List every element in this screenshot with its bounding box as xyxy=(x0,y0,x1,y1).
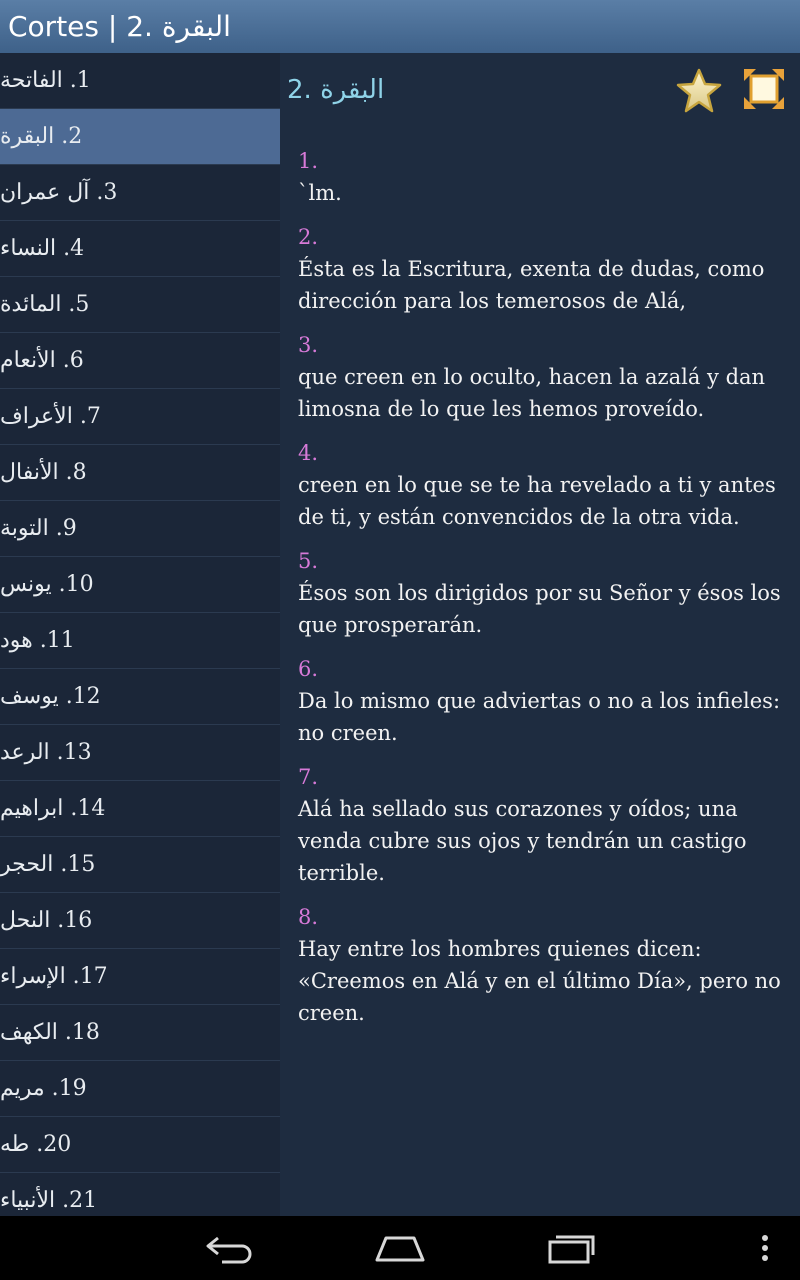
verse xyxy=(298,221,788,317)
recents-icon[interactable] xyxy=(546,1230,598,1266)
sura-list-item[interactable]: 11. هود xyxy=(0,613,280,669)
sura-list-item-selected[interactable]: 2. البقرة xyxy=(0,109,280,165)
sura-list-item[interactable]: 14. ابراهيم xyxy=(0,781,280,837)
verse xyxy=(298,901,788,1029)
sura-list-item[interactable]: 7. الأعراف xyxy=(0,389,280,445)
home-icon[interactable] xyxy=(374,1230,426,1266)
sura-list-item[interactable]: 3. آل عمران xyxy=(0,165,280,221)
sura-list-item[interactable]: 12. يوسف xyxy=(0,669,280,725)
verse-number: 4. xyxy=(298,441,319,465)
sura-list-item[interactable]: 18. الكهف xyxy=(0,1005,280,1061)
sura-list-item[interactable]: 21. الأنبياء xyxy=(0,1173,280,1216)
verse-number: 6. xyxy=(298,657,319,681)
verse-list[interactable] xyxy=(298,145,788,1041)
verse xyxy=(298,653,788,749)
verse-text: Hay entre los hombres quienes dicen: «Creemos en Alá y en el último Día», pero no creen. xyxy=(298,937,781,1025)
verse xyxy=(298,761,788,889)
verse-number: 2. xyxy=(298,225,319,249)
verse-number: 3. xyxy=(298,333,319,357)
sura-list-item[interactable]: 16. النحل xyxy=(0,893,280,949)
sura-list-item[interactable]: 10. يونس xyxy=(0,557,280,613)
verse-text: Da lo mismo que adviertas o no a los infieles: no creen. xyxy=(298,689,781,745)
verse-number: 7. xyxy=(298,765,319,789)
sura-list[interactable] xyxy=(0,53,280,1216)
overflow-menu-icon[interactable] xyxy=(756,1230,774,1266)
sura-list-item[interactable]: 5. المائدة xyxy=(0,277,280,333)
star-icon[interactable] xyxy=(676,68,722,114)
app-title-bar xyxy=(0,0,800,53)
sura-list-item[interactable]: 20. طه xyxy=(0,1117,280,1173)
sura-list-item[interactable]: 4. النساء xyxy=(0,221,280,277)
verse-number: 5. xyxy=(298,549,319,573)
back-icon[interactable] xyxy=(204,1230,256,1266)
sura-list-item[interactable]: 8. الأنفال xyxy=(0,445,280,501)
verse xyxy=(298,145,788,209)
sura-list-item[interactable]: 1. الفاتحة xyxy=(0,53,280,109)
verse xyxy=(298,329,788,425)
verse-text: creen en lo que se te ha revelado a ti y antes de ti, y están convencidos de la otra vida. xyxy=(298,473,776,529)
sura-list-item[interactable]: 9. التوبة xyxy=(0,501,280,557)
verse-text: que creen en lo oculto, hacen la azalá y dan limosna de lo que les hemos proveído. xyxy=(298,365,766,421)
sura-list-item[interactable]: 6. الأنعام xyxy=(0,333,280,389)
app-title: Cortes | 2. البقرة xyxy=(8,10,231,43)
sura-list-item[interactable]: 17. الإسراء xyxy=(0,949,280,1005)
fullscreen-icon[interactable] xyxy=(742,67,786,111)
verse-text: Alá ha sellado sus corazones y oídos; una venda cubre sus ojos y tendrán un castigo terrible. xyxy=(298,797,747,885)
sura-list-item[interactable]: 19. مريم xyxy=(0,1061,280,1117)
sura-list-item[interactable]: 13. الرعد xyxy=(0,725,280,781)
verse-number: 8. xyxy=(298,905,319,929)
verse-text: `lm. xyxy=(298,181,342,205)
verse xyxy=(298,437,788,533)
system-nav-bar xyxy=(0,1216,800,1280)
verse xyxy=(298,545,788,641)
verse-text: Ésos son los dirigidos por su Señor y ésos los que prosperarán. xyxy=(298,581,781,637)
sura-title: 2. البقرة xyxy=(287,75,385,105)
verse-text: Ésta es la Escritura, exenta de dudas, como dirección para los temerosos de Alá, xyxy=(298,257,765,313)
sura-list-item[interactable]: 15. الحجر xyxy=(0,837,280,893)
verse-number: 1. xyxy=(298,149,319,173)
verse-panel[interactable] xyxy=(280,53,800,1216)
